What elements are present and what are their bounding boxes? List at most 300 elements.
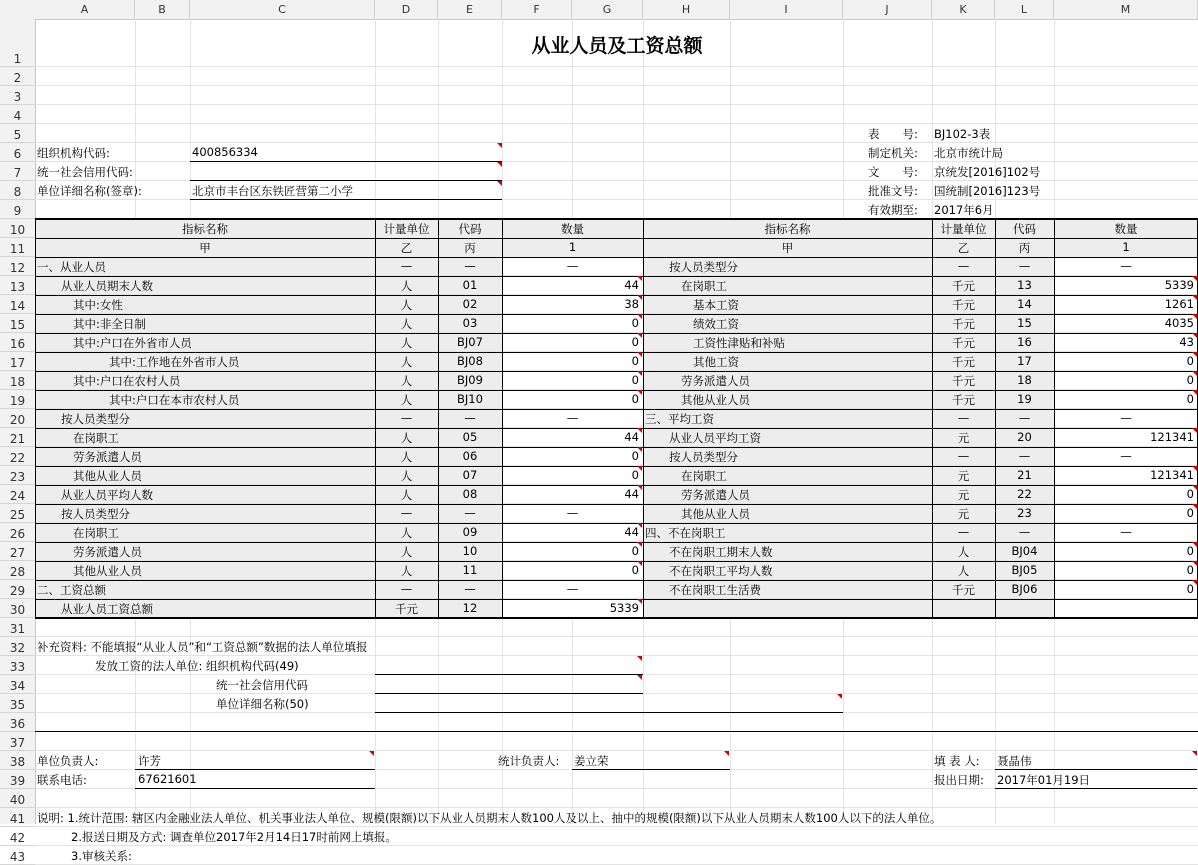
left-row-code: 01 <box>462 278 478 292</box>
comment-marker <box>637 428 642 433</box>
date-underline <box>995 788 1197 789</box>
right-row-code: 19 <box>1017 392 1032 406</box>
left-row-name: 二、工资总额 <box>37 583 106 597</box>
row-header-1[interactable]: 1 <box>0 19 35 67</box>
left-row-code: BJ09 <box>457 373 483 387</box>
meta-label-5: 有效期至: <box>868 203 918 217</box>
comment-marker <box>1192 352 1197 357</box>
row-header-27[interactable]: 27 <box>0 542 35 561</box>
left-row-unit: 人 <box>400 545 413 559</box>
column-header-f[interactable]: F <box>502 0 572 19</box>
comment-marker <box>637 295 642 300</box>
left-row-name: 在岗职工 <box>73 431 119 445</box>
table-hline <box>35 523 1198 524</box>
right-row-code: 13 <box>1017 278 1032 292</box>
filler-underline <box>995 769 1197 770</box>
subheader-bing-right: 丙 <box>1018 241 1031 255</box>
comment-marker <box>1192 276 1197 281</box>
grid-row-line <box>35 636 1198 637</box>
table-hline <box>35 580 1198 581</box>
right-row-unit: 元 <box>957 488 970 502</box>
subheader-bing-left: 丙 <box>464 241 476 255</box>
left-row-unit: 人 <box>400 317 413 331</box>
qty-cell-right[interactable] <box>1054 599 1198 617</box>
column-header-e[interactable]: E <box>438 0 502 19</box>
right-row-qty: — <box>1120 411 1132 425</box>
left-row-name: 其他从业人员 <box>73 469 142 483</box>
left-row-qty[interactable]: 44 <box>624 525 639 539</box>
table-hline <box>35 218 1198 220</box>
grid-row-line <box>35 807 1198 808</box>
right-row-unit: 千元 <box>952 583 975 597</box>
comment-marker <box>637 447 642 452</box>
right-row-name: 绩效工资 <box>693 317 739 331</box>
row-header-40[interactable]: 40 <box>0 789 35 808</box>
comment-marker <box>1192 542 1197 547</box>
comment-marker <box>637 466 642 471</box>
row-header-41[interactable]: 41 <box>0 808 35 827</box>
supp-underline-1 <box>375 674 643 675</box>
left-row-unit: — <box>400 582 413 596</box>
left-row-code: 06 <box>462 449 478 463</box>
filler-label: 填 表 人: <box>934 754 980 768</box>
right-row-unit: — <box>957 259 970 273</box>
grid-row-line <box>35 142 1198 143</box>
right-row-qty: — <box>1120 525 1132 539</box>
row-header-30[interactable]: 30 <box>0 599 35 618</box>
row-header-28[interactable]: 28 <box>0 561 35 580</box>
comment-marker <box>1192 485 1197 490</box>
row-header-32[interactable]: 32 <box>0 637 35 656</box>
right-row-unit: 千元 <box>952 279 975 293</box>
row-header-2[interactable]: 2 <box>0 67 35 86</box>
row-header-4[interactable]: 4 <box>0 105 35 124</box>
left-row-code: 11 <box>462 563 478 577</box>
comment-marker <box>1192 561 1197 566</box>
row-header-12[interactable]: 12 <box>0 257 35 276</box>
row-label-shade-right <box>643 599 1054 617</box>
meta-value-2: 北京市统计局 <box>934 146 1003 160</box>
supp-line-3: 单位详细名称(50) <box>216 697 309 711</box>
right-row-name: 按人员类型分 <box>669 450 738 464</box>
supp-underline-2 <box>375 693 643 694</box>
comment-marker <box>637 599 642 604</box>
note-3: 3.审核关系: <box>71 849 132 863</box>
comment-marker <box>1192 314 1197 319</box>
org-code-label: 组织机构代码: <box>37 146 110 160</box>
right-row-qty[interactable]: 4035 <box>1164 316 1194 330</box>
head-input[interactable]: 许芳 <box>138 754 161 768</box>
meta-label-3: 文 号: <box>868 165 918 179</box>
right-row-code: 16 <box>1017 335 1032 349</box>
left-row-unit: 人 <box>400 564 413 578</box>
left-row-code: 05 <box>462 430 478 444</box>
left-row-qty[interactable]: 0 <box>631 468 639 482</box>
left-row-code: 10 <box>462 544 478 558</box>
left-row-unit: 人 <box>400 336 413 350</box>
right-row-name: 其他从业人员 <box>681 393 750 407</box>
column-header-j[interactable]: J <box>843 0 932 19</box>
row-header-15[interactable]: 15 <box>0 314 35 333</box>
comment-marker <box>637 542 642 547</box>
right-row-name: 四、不在岗职工 <box>645 526 726 540</box>
right-row-qty[interactable]: 0 <box>1186 563 1194 577</box>
row-header-42[interactable]: 42 <box>0 827 35 846</box>
table-hline <box>35 333 1198 334</box>
right-row-qty[interactable]: 0 <box>1186 354 1194 368</box>
right-row-name: 从业人员平均工资 <box>669 431 761 445</box>
left-row-unit: — <box>400 411 413 425</box>
left-row-unit: 人 <box>400 526 413 540</box>
header-qty-right: 数量 <box>1114 222 1138 236</box>
comment-marker <box>1192 504 1197 509</box>
row-header-24[interactable]: 24 <box>0 485 35 504</box>
right-row-unit: — <box>957 525 970 539</box>
head-underline <box>135 769 375 770</box>
left-row-qty[interactable]: 0 <box>631 354 639 368</box>
header-unit-left: 计量单位 <box>383 222 430 236</box>
table-hline <box>35 238 1198 239</box>
filler-input[interactable]: 聂晶伟 <box>997 754 1032 768</box>
left-row-code: — <box>464 259 476 273</box>
left-row-qty[interactable]: 0 <box>631 392 639 406</box>
right-row-qty[interactable]: 0 <box>1186 544 1194 558</box>
column-header-m[interactable]: M <box>1054 0 1198 19</box>
table-vline <box>643 219 644 618</box>
row-header-5[interactable]: 5 <box>0 124 35 143</box>
row-header-26[interactable]: 26 <box>0 523 35 542</box>
right-row-unit: 千元 <box>952 355 975 369</box>
column-header-c[interactable]: C <box>190 0 375 19</box>
row-header-13[interactable]: 13 <box>0 276 35 295</box>
meta-label-1: 表 号: <box>868 127 918 141</box>
row-header-35[interactable]: 35 <box>0 694 35 713</box>
left-row-qty[interactable]: 5339 <box>609 601 639 615</box>
left-row-unit: 千元 <box>395 602 418 616</box>
row-header-3[interactable]: 3 <box>0 86 35 105</box>
row-header-25[interactable]: 25 <box>0 504 35 523</box>
row-header-36[interactable]: 36 <box>0 713 35 732</box>
left-row-name: 从业人员工资总额 <box>61 602 153 616</box>
row-header-19[interactable]: 19 <box>0 390 35 409</box>
table-hline <box>35 390 1198 391</box>
left-row-code: 08 <box>462 487 478 501</box>
right-row-code: 21 <box>1017 468 1032 482</box>
comment-marker <box>637 523 642 528</box>
left-row-code: — <box>464 506 476 520</box>
subheader-one-right: 1 <box>1122 240 1130 254</box>
row-header-17[interactable]: 17 <box>0 352 35 371</box>
right-row-unit: 元 <box>957 469 970 483</box>
left-row-qty[interactable]: 0 <box>631 449 639 463</box>
supp-intro: 补充资料: 不能填报“从业人员”和“工资总额”数据的法人单位填报 <box>37 640 368 654</box>
right-row-qty[interactable]: 0 <box>1186 506 1194 520</box>
left-row-qty: — <box>566 506 579 520</box>
right-row-code: BJ06 <box>1011 582 1038 596</box>
left-row-qty[interactable]: 0 <box>631 544 639 558</box>
left-row-unit: — <box>400 259 413 273</box>
comment-marker <box>637 485 642 490</box>
table-hline <box>35 276 1198 277</box>
table-hline <box>35 409 1198 410</box>
comment-marker <box>637 371 642 376</box>
meta-value-5: 2017年6月 <box>934 203 994 217</box>
right-row-qty[interactable]: 1261 <box>1164 297 1194 311</box>
column-header-a[interactable]: A <box>35 0 135 19</box>
comment-marker <box>369 751 374 756</box>
stat-label: 统计负责人: <box>498 754 560 768</box>
right-row-code: BJ05 <box>1011 563 1038 577</box>
right-row-name: 在岗职工 <box>681 469 727 483</box>
right-row-code: — <box>1018 259 1031 273</box>
stat-underline <box>572 769 730 770</box>
right-row-unit: — <box>957 449 970 463</box>
table-hline <box>35 542 1198 543</box>
table-hline <box>35 561 1198 562</box>
row-header-14[interactable]: 14 <box>0 295 35 314</box>
row-header-37[interactable]: 37 <box>0 732 35 751</box>
row-header-23[interactable]: 23 <box>0 466 35 485</box>
row-header-18[interactable]: 18 <box>0 371 35 390</box>
org-code-input[interactable]: 400856334 <box>192 145 258 159</box>
row-header-39[interactable]: 39 <box>0 770 35 789</box>
left-row-qty: — <box>566 259 579 273</box>
right-row-qty[interactable]: 0 <box>1186 582 1194 596</box>
right-row-qty[interactable]: 0 <box>1186 487 1194 501</box>
right-row-unit: 千元 <box>952 336 975 350</box>
right-row-code: 15 <box>1017 316 1032 330</box>
date-input[interactable]: 2017年01月19日 <box>997 773 1091 787</box>
left-row-qty[interactable]: 38 <box>624 297 639 311</box>
subheader-jia-left: 甲 <box>199 241 211 255</box>
right-row-name: 三、平均工资 <box>645 412 714 426</box>
table-hline <box>35 599 1198 600</box>
supp-line-1: 发放工资的法人单位: 组织机构代码(49) <box>95 659 299 673</box>
comment-marker <box>637 314 642 319</box>
left-row-unit: 人 <box>400 355 413 369</box>
column-header-k[interactable]: K <box>932 0 995 19</box>
left-row-name: 从业人员平均人数 <box>61 488 153 502</box>
note-1: 说明: 1.统计范围: 辖区内金融业法人单位、机关事业法人单位、规模(限额)以下从业人员期末人数100人及以上、抽中的规模(限额)以下从业人员期末人数100人以下的法人单位。 <box>37 811 942 825</box>
column-header-h[interactable]: H <box>643 0 730 19</box>
row-header-8[interactable]: 8 <box>0 181 35 200</box>
org-name-input[interactable]: 北京市丰台区东铁匠营第二小学 <box>192 184 353 198</box>
comment-marker <box>637 390 642 395</box>
left-row-name: 其他从业人员 <box>73 564 142 578</box>
right-row-unit: 元 <box>957 431 970 445</box>
left-row-name: 按人员类型分 <box>61 412 130 426</box>
row-header-7[interactable]: 7 <box>0 162 35 181</box>
left-row-name: 按人员类型分 <box>61 507 130 521</box>
supp-line-2: 统一社会信用代码 <box>216 678 308 692</box>
grid-row-line <box>35 85 1198 86</box>
left-row-name: 其中:户口在农村人员 <box>73 374 181 388</box>
table-hline <box>35 466 1198 467</box>
left-row-qty: — <box>566 582 579 596</box>
left-row-code: 09 <box>462 525 478 539</box>
right-row-name: 劳务派遣人员 <box>681 374 750 388</box>
left-row-qty[interactable]: 0 <box>631 563 639 577</box>
comment-marker <box>637 276 642 281</box>
left-row-name: 劳务派遣人员 <box>73 545 142 559</box>
subheader-yi-right: 乙 <box>957 241 970 255</box>
right-row-name: 不在岗职工生活费 <box>669 583 761 597</box>
stat-input[interactable]: 姜立荣 <box>574 754 609 768</box>
comment-marker <box>637 675 642 680</box>
table-hline <box>35 428 1198 429</box>
left-row-name: 在岗职工 <box>73 526 119 540</box>
row-header-21[interactable]: 21 <box>0 428 35 447</box>
right-row-code: — <box>1018 449 1031 463</box>
right-row-name: 劳务派遣人员 <box>681 488 750 502</box>
comment-marker <box>1192 333 1197 338</box>
header-name-left: 指标名称 <box>182 222 228 236</box>
phone-underline <box>135 788 375 789</box>
org-name-underline <box>190 199 502 200</box>
left-row-unit: 人 <box>400 450 413 464</box>
left-row-qty[interactable]: 44 <box>624 278 639 292</box>
comment-marker <box>1192 371 1197 376</box>
right-row-qty[interactable]: 121341 <box>1150 468 1194 482</box>
right-row-code: 17 <box>1017 354 1032 368</box>
right-row-qty[interactable]: 0 <box>1186 392 1194 406</box>
grid-row-line <box>35 123 1198 124</box>
section-divider <box>35 731 1198 732</box>
right-row-code: 20 <box>1017 430 1032 444</box>
left-row-unit: 人 <box>400 431 413 445</box>
comment-marker <box>637 656 642 661</box>
right-row-code: 18 <box>1017 373 1032 387</box>
comment-marker <box>497 162 502 167</box>
header-code-left: 代码 <box>458 222 482 236</box>
meta-value-1: BJ102-3表 <box>934 127 991 141</box>
grid-row-line <box>35 104 1198 105</box>
comment-marker <box>637 333 642 338</box>
right-row-qty[interactable]: 0 <box>1186 373 1194 387</box>
comment-marker <box>637 352 642 357</box>
row-header-20[interactable]: 20 <box>0 409 35 428</box>
right-row-qty[interactable]: 5339 <box>1164 278 1194 292</box>
grid-row-line <box>35 826 1198 827</box>
left-row-unit: 人 <box>400 469 413 483</box>
left-row-code: 02 <box>462 297 478 311</box>
left-row-qty[interactable]: 44 <box>624 487 639 501</box>
right-row-name: 其他从业人员 <box>681 507 750 521</box>
comment-marker <box>637 561 642 566</box>
column-header-b[interactable]: B <box>135 0 190 19</box>
column-header-g[interactable]: G <box>572 0 643 19</box>
row-header-11[interactable]: 11 <box>0 238 35 257</box>
right-row-code: 22 <box>1017 487 1032 501</box>
right-row-qty: — <box>1120 449 1132 463</box>
supp-underline-3 <box>375 712 843 713</box>
phone-input[interactable]: 67621601 <box>138 772 197 786</box>
left-row-name: 其中:户口在外省市人员 <box>73 336 192 350</box>
right-row-code: BJ04 <box>1011 544 1038 558</box>
right-row-qty: — <box>1120 259 1132 273</box>
left-row-name: 从业人员期末人数 <box>61 279 153 293</box>
left-row-code: 07 <box>462 468 478 482</box>
right-row-unit: — <box>957 411 970 425</box>
left-row-unit: 人 <box>400 374 413 388</box>
sheet-title: 从业人员及工资总额 <box>531 35 703 57</box>
grid-row-line <box>35 750 1198 751</box>
left-row-code: 03 <box>462 316 478 330</box>
table-hline <box>35 314 1198 315</box>
comment-marker <box>1192 390 1197 395</box>
grid-row-line <box>35 655 1198 656</box>
right-row-qty[interactable]: 121341 <box>1150 430 1194 444</box>
meta-label-4: 批准文号: <box>868 184 918 198</box>
left-row-unit: — <box>400 506 413 520</box>
table-hline <box>35 295 1198 296</box>
right-row-name: 其他工资 <box>693 355 739 369</box>
left-row-unit: 人 <box>400 488 413 502</box>
row-header-34[interactable]: 34 <box>0 675 35 694</box>
right-row-unit: 人 <box>957 564 970 578</box>
row-header-43[interactable]: 43 <box>0 846 35 865</box>
row-header-38[interactable]: 38 <box>0 751 35 770</box>
left-row-unit: 人 <box>400 393 413 407</box>
left-row-qty: — <box>566 411 579 425</box>
table-hline <box>35 447 1198 448</box>
column-header-l[interactable]: L <box>995 0 1054 19</box>
subheader-yi-left: 乙 <box>400 241 413 255</box>
column-header-bar <box>0 0 1198 20</box>
row-header-10[interactable]: 10 <box>0 219 35 238</box>
comment-marker <box>1192 580 1197 585</box>
table-hline <box>35 617 1198 619</box>
left-row-qty[interactable]: 0 <box>631 373 639 387</box>
right-row-qty[interactable]: 43 <box>1179 335 1194 349</box>
header-name-right: 指标名称 <box>764 222 811 236</box>
comment-marker <box>497 143 502 148</box>
right-row-unit: 千元 <box>952 393 975 407</box>
table-hline <box>35 485 1198 486</box>
right-row-code: 14 <box>1017 297 1032 311</box>
org-credit-label: 统一社会信用代码: <box>37 165 133 179</box>
left-row-name: 其中:工作地在外省市人员 <box>109 355 240 369</box>
column-header-i[interactable]: I <box>730 0 843 19</box>
column-header-d[interactable]: D <box>375 0 438 19</box>
left-row-name: 其中:户口在本市农村人员 <box>109 393 240 407</box>
right-row-unit: 元 <box>957 507 970 521</box>
right-row-name: 基本工资 <box>693 298 739 312</box>
header-code-right: 代码 <box>1013 222 1036 236</box>
row-header-33[interactable]: 33 <box>0 656 35 675</box>
subheader-jia-right: 甲 <box>781 241 794 255</box>
left-row-qty[interactable]: 0 <box>631 316 639 330</box>
left-row-qty[interactable]: 44 <box>624 430 639 444</box>
left-row-code: BJ08 <box>457 354 483 368</box>
grid-row-line <box>35 66 1198 67</box>
table-hline <box>35 371 1198 372</box>
header-qty-left: 数量 <box>561 222 584 236</box>
row-header-29[interactable]: 29 <box>0 580 35 599</box>
comment-marker <box>497 181 502 186</box>
meta-label-2: 制定机关: <box>868 146 918 160</box>
left-row-unit: 人 <box>400 279 413 293</box>
left-row-qty[interactable]: 0 <box>631 335 639 349</box>
row-header-22[interactable]: 22 <box>0 447 35 466</box>
right-row-name: 工资性津贴和补贴 <box>693 336 785 350</box>
row-header-16[interactable]: 16 <box>0 333 35 352</box>
row-header-9[interactable]: 9 <box>0 200 35 219</box>
left-row-name: 其中:女性 <box>73 298 123 312</box>
right-row-unit: 千元 <box>952 374 975 388</box>
row-header-6[interactable]: 6 <box>0 143 35 162</box>
row-header-31[interactable]: 31 <box>0 618 35 637</box>
